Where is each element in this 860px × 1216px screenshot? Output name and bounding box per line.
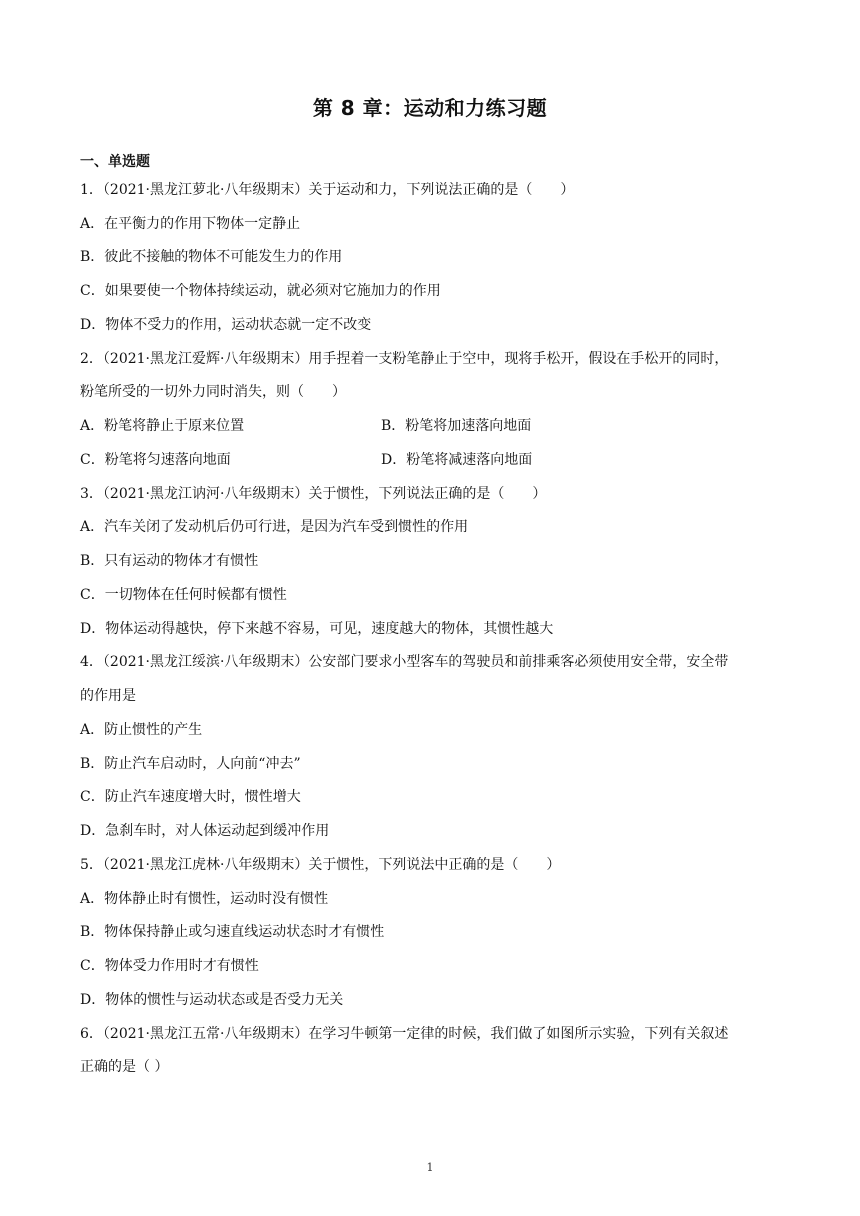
question-1-option-c: C．如果要使一个物体持续运动，就必须对它施加力的作用 [80, 283, 441, 299]
question-4-option-d: D．急刹车时，对人体运动起到缓冲作用 [80, 823, 330, 839]
section-heading: 一、单选题 [80, 154, 150, 170]
question-5-stem: 5．（2021·黑龙江虎林·八年级期末）关于惯性，下列说法中正确的是（ ） [80, 857, 561, 873]
question-2-option-a: A．粉笔将静止于原来位置 [80, 418, 245, 434]
question-3-option-a: A．汽车关闭了发动机后仍可行进，是因为汽车受到惯性的作用 [80, 519, 469, 535]
question-5-option-c: C．物体受力作用时才有惯性 [80, 958, 259, 974]
question-5-option-d: D．物体的惯性与运动状态或是否受力无关 [80, 992, 344, 1008]
question-2-stem-line-1: 2．（2021·黑龙江爱辉·八年级期末）用手捏着一支粉笔静止于空中，现将手松开，假设在手松开的同时， [80, 351, 729, 367]
question-4-option-c: C．防止汽车速度增大时，惯性增大 [80, 789, 301, 805]
question-1-stem: 1．（2021·黑龙江萝北·八年级期末）关于运动和力，下列说法正确的是（ ） [80, 182, 575, 198]
question-3-option-d: D．物体运动得越快，停下来越不容易，可见，速度越大的物体，其惯性越大 [80, 621, 554, 637]
question-1-option-a: A．在平衡力的作用下物体一定静止 [80, 216, 301, 232]
question-5-option-a: A．物体静止时有惯性，运动时没有惯性 [80, 891, 329, 907]
question-1-option-b: B．彼此不接触的物体不可能发生力的作用 [80, 249, 343, 265]
question-2-option-b: B．粉笔将加速落向地面 [381, 418, 532, 434]
page-title: 第 8 章：运动和力练习题 [312, 96, 548, 120]
question-4-option-b: B．防止汽车启动时，人向前“冲去” [80, 756, 301, 772]
question-2-stem-line-2: 粉笔所受的一切外力同时消失，则（ ） [80, 384, 346, 400]
question-2-option-d: D．粉笔将减速落向地面 [381, 452, 533, 468]
question-6-stem-line-1: 6．（2021·黑龙江五常·八年级期末）在学习牛顿第一定律的时候，我们做了如图所示实验，下列有关叙述 [80, 1026, 729, 1042]
question-2-option-c: C．粉笔将匀速落向地面 [80, 452, 231, 468]
question-4-option-a: A．防止惯性的产生 [80, 722, 203, 738]
question-6-stem-line-2: 正确的是（ ） [80, 1059, 169, 1075]
question-3-option-b: B．只有运动的物体才有惯性 [80, 553, 259, 569]
page-number: 1 [426, 1161, 434, 1174]
question-5-option-b: B．物体保持静止或匀速直线运动状态时才有惯性 [80, 924, 385, 940]
question-4-stem-line-2: 的作用是 [80, 688, 136, 704]
question-3-stem: 3．（2021·黑龙江讷河·八年级期末）关于惯性，下列说法正确的是（ ） [80, 486, 547, 502]
question-3-option-c: C．一切物体在任何时候都有惯性 [80, 587, 287, 603]
question-4-stem-line-1: 4．（2021·黑龙江绥滨·八年级期末）公安部门要求小型客车的驾驶员和前排乘客必须使用安全带，安全带 [80, 654, 729, 670]
question-1-option-d: D．物体不受力的作用，运动状态就一定不改变 [80, 317, 372, 333]
